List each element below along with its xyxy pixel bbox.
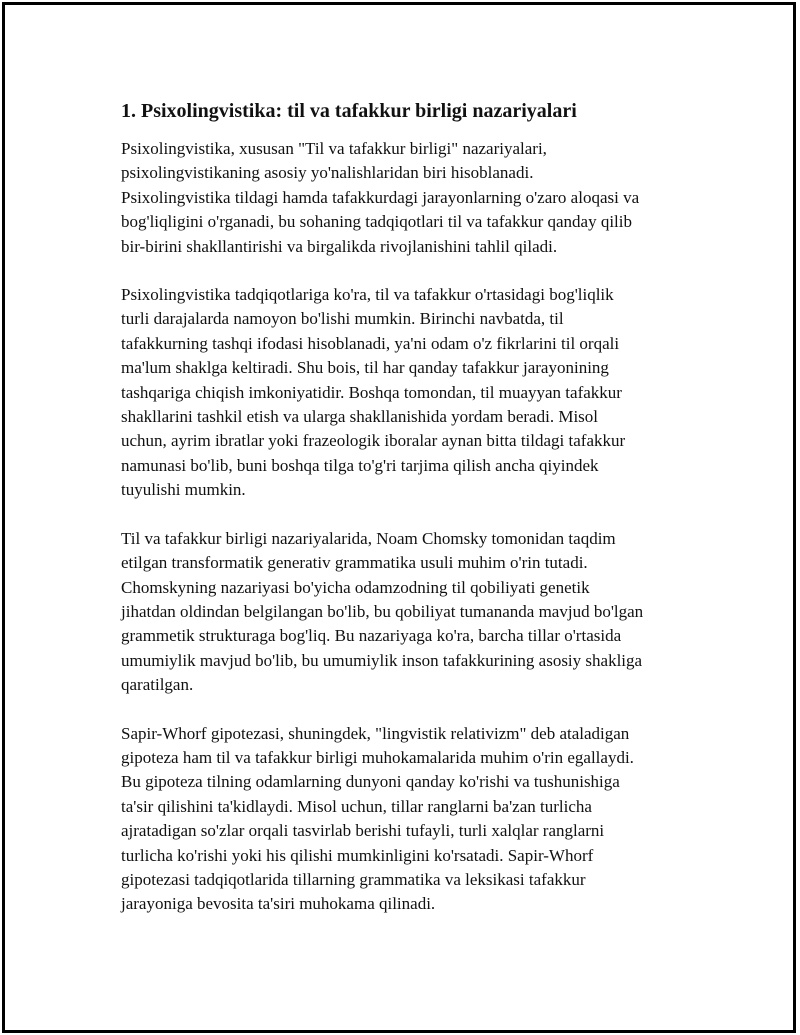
text-line: tashqariga chiqish imkoniyatidir. Boshqa tomondan, til muayyan tafakkur: [121, 382, 622, 402]
text-line: gipoteza ham til va tafakkur birligi muhokamalarida muhim o'rin egallaydi.: [121, 747, 634, 767]
text-line: shakllarini tashkil etish va ularga shakllanishida yordam beradi. Misol: [121, 407, 599, 427]
text-line: Sapir-Whorf gipotezasi, shuningdek, "lingvistik relativizm" deb ataladigan: [121, 723, 630, 743]
text-line: grammetik strukturaga bog'liq. Bu nazariyaga ko'ra, barcha tillar o'rtasida: [121, 626, 622, 646]
paragraph-1: [121, 137, 701, 259]
text-line: turli darajalarda namoyon bo'lishi mumkin. Birinchi navbatda, til: [121, 309, 564, 329]
text-line: uchun, ayrim ibratlar yoki frazeologik iboralar aynan bitta tildagi tafakkur: [121, 431, 626, 451]
text-line: psixolingvistikaning asosiy yo'nalishlaridan biri hisoblanadi.: [121, 163, 534, 183]
text-line: turlicha ko'rishi yoki his qilishi mumkinligini ko'rsatadi. Sapir-Whorf: [121, 845, 594, 865]
document-title: 1. Psixolingvistika: til va tafakkur birligi nazariyalari: [121, 100, 577, 122]
text-line: Psixolingvistika, xususan "Til va tafakkur birligi" nazariyalari,: [121, 139, 547, 158]
text-line: etilgan transformatik generativ grammatika usuli muhim o'rin tutadi.: [121, 553, 588, 573]
text-line: Til va tafakkur birligi nazariyalarida, Noam Chomsky tomonidan taqdim: [121, 528, 616, 548]
text-line: Psixolingvistika tildagi hamda tafakkurdagi jarayonlarning o'zaro aloqasi va: [121, 187, 640, 207]
document-body: [121, 98, 701, 941]
text-line: bog'liqligini o'rganadi, bu sohaning tadqiqotlari til va tafakkur qanday qilib: [121, 212, 632, 232]
text-line: Chomskyning nazariyasi bo'yicha odamzodning til qobiliyati genetik: [121, 577, 590, 597]
text-line: ma'lum shaklga keltiradi. Shu bois, til har qanday tafakkur jarayonining: [121, 358, 609, 378]
text-line: namunasi bo'lib, buni boshqa tilga to'g'ri tarjima qilish ancha qiyindek: [121, 455, 599, 475]
text-line: umumiylik mavjud bo'lib, bu umumiylik inson tafakkurining asosiy shakliga: [121, 650, 643, 670]
text-line: ta'sir qilishini ta'kidlaydi. Misol uchun, tillar ranglarni ba'zan turlicha: [121, 796, 592, 816]
text-line: qaratilgan.: [121, 675, 194, 695]
paragraph-3: [121, 527, 701, 698]
text-line: jarayoniga bevosita ta'siri muhokama qilinadi.: [121, 894, 436, 914]
text-line: tuyulishi mumkin.: [121, 480, 246, 500]
text-line: ajratadigan so'zlar orqali tasvirlab berishi tufayli, turli xalqlar ranglarni: [121, 821, 605, 841]
paragraph-4: [121, 722, 701, 917]
text-line: Bu gipoteza tilning odamlarning dunyoni qanday ko'rishi va tushunishiga: [121, 772, 620, 792]
text-line: bir-birini shakllantirishi va birgalikda rivojlanishini tahlil qiladi.: [121, 236, 558, 256]
text-line: tafakkurning tashqi ifodasi hisoblanadi, ya'ni odam o'z fikrlarini til orqali: [121, 333, 620, 353]
text-line: Psixolingvistika tadqiqotlariga ko'ra, til va tafakkur o'rtasidagi bog'liqlik: [121, 285, 614, 305]
text-line: gipotezasi tadqiqotlarida tillarning grammatika va leksikasi tafakkur: [121, 869, 586, 889]
page-frame: [2, 2, 796, 1033]
text-line: jihatdan oldindan belgilangan bo'lib, bu qobiliyat tumananda mavjud bo'lgan: [121, 601, 644, 621]
paragraph-2: [121, 283, 701, 503]
